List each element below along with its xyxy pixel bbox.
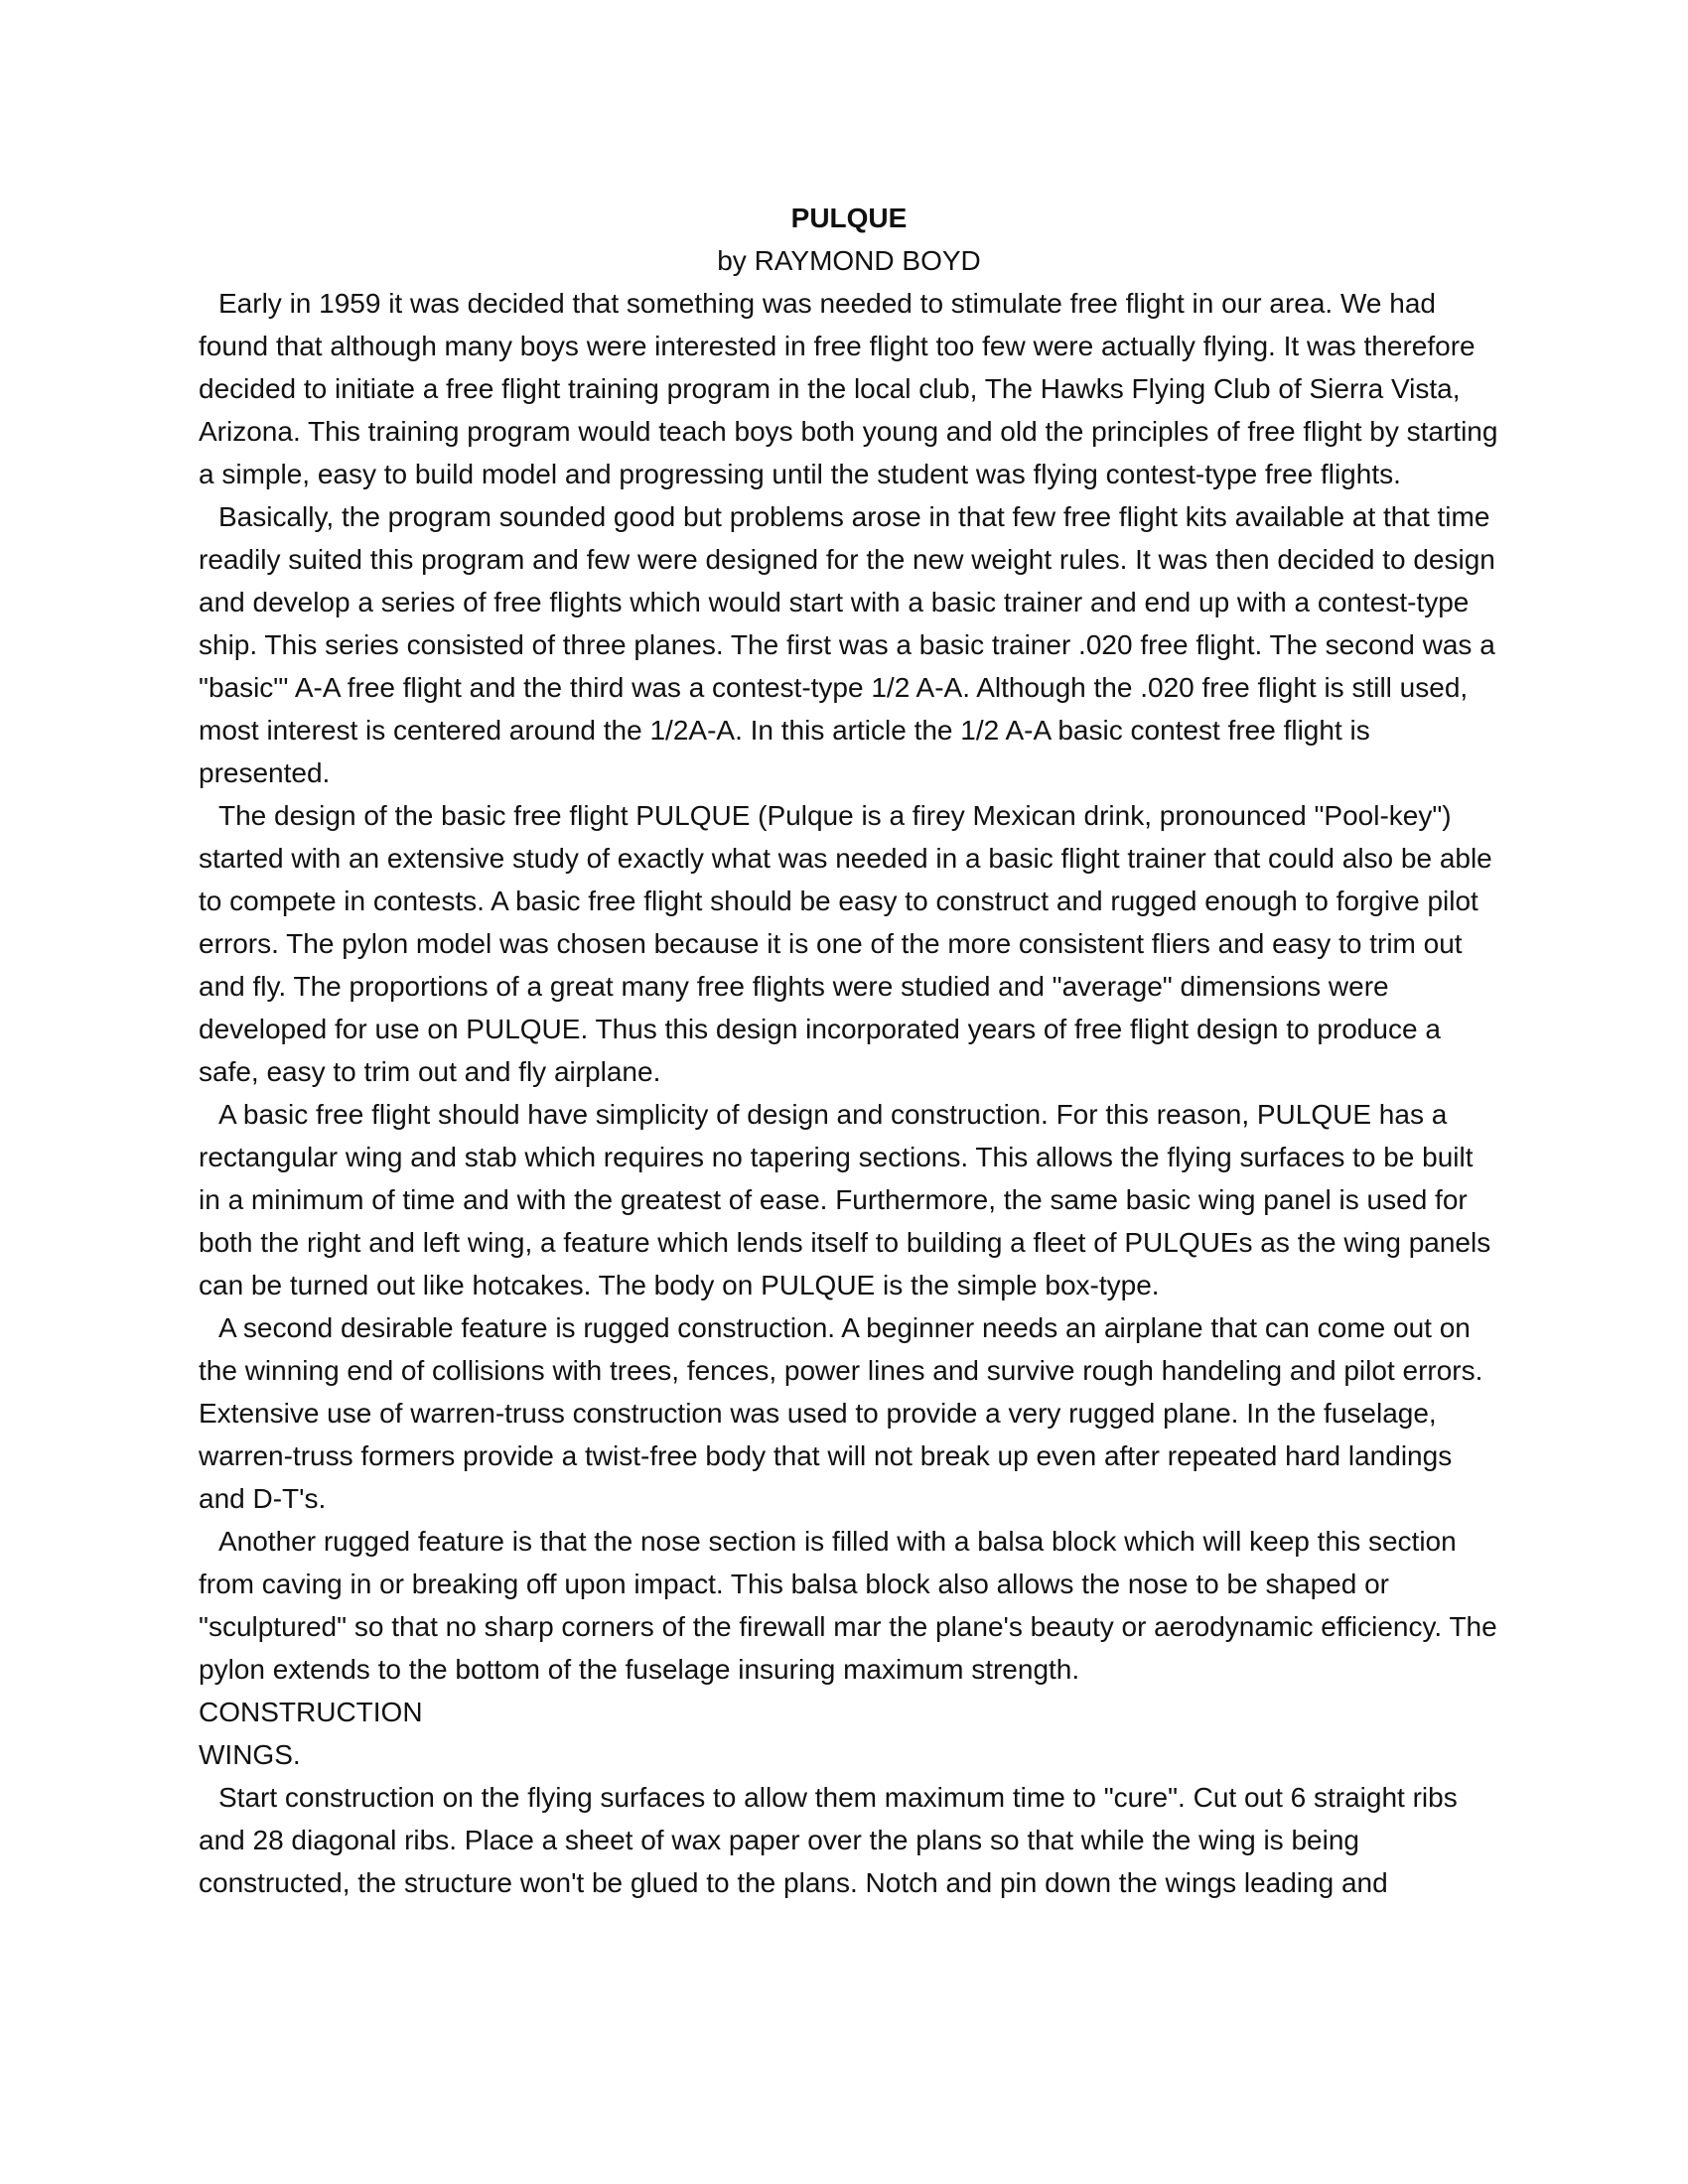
- section-heading-construction: CONSTRUCTION: [199, 1697, 423, 1727]
- article-title: PULQUE: [790, 203, 908, 233]
- article-byline: by RAYMOND BOYD: [717, 245, 981, 276]
- paragraph-intro-4: A basic free flight should have simplicity of design and construction. For this reason, PULQUE has a rectangular wing and stab which requires no tapering sections. This allows the flying surfaces to be built in a minimum of time and with the greatest of ease. Furthermore, the same basic wing panel is used for both the right and left wing, a feature which lends itself to building a fleet of PULQUEs as the wing panels can be turned out like hotcakes. The body on PULQUE is the simple box-type.: [199, 1099, 1491, 1300]
- paragraph-wings: Start construction on the flying surfaces to allow them maximum time to "cure". Cut out 6 straight ribs and 28 diagonal ribs. Place a sheet of wax paper over the plans so that while the wing is being constructed, the structure won't be glued to the plans. Notch and pin down the wings leading and: [199, 1782, 1458, 1898]
- section-heading-wings: WINGS.: [199, 1739, 301, 1770]
- paragraph-intro-3: The design of the basic free flight PULQUE (Pulque is a firey Mexican drink, pronounced "Pool-key") started with an extensive study of exactly what was needed in a basic flight trainer that could also be able to compete in contests. A basic free flight should be easy to construct and rugged enough to forgive pilot errors. The pylon model was chosen because it is one of the more consistent fliers and easy to trim out and fly. The proportions of a great many free flights were studied and "average" dimensions were developed for use on PULQUE. Thus this design incorporated years of free flight design to produce a safe, easy to trim out and fly airplane.: [199, 800, 1492, 1087]
- article-body: [199, 197, 1499, 1904]
- paragraph-intro-2: Basically, the program sounded good but problems arose in that few free flight kits available at that time readily suited this program and few were designed for the new weight rules. It was then decided to design and develop a series of free flights which would start with a basic trainer and end up with a contest-type ship. This series consisted of three planes. The first was a basic trainer .020 free flight. The second was a "basic"' A-A free flight and the third was a contest-type 1/2 A-A. Although the .020 free flight is still used, most interest is centered around the 1/2A-A. In this article the 1/2 A-A basic contest free flight is presented.: [199, 501, 1495, 788]
- paragraph-intro-5: A second desirable feature is rugged construction. A beginner needs an airplane that can come out on the winning end of collisions with trees, fences, power lines and survive rough handeling and pilot errors. Extensive use of warren-truss construction was used to provide a very rugged plane. In the fuselage, warren-truss formers provide a twist-free body that will not break up even after repeated hard landings and D-T's.: [199, 1312, 1483, 1514]
- paragraph-intro-6: Another rugged feature is that the nose section is filled with a balsa block which will keep this section from caving in or breaking off upon impact. This balsa block also allows the nose to be shaped or "sculptured" so that no sharp corners of the firewall mar the plane's beauty or aerodynamic efficiency. The pylon extends to the bottom of the fuselage insuring maximum strength.: [199, 1526, 1497, 1685]
- paragraph-intro-1: Early in 1959 it was decided that something was needed to stimulate free flight in our area. We had found that although many boys were interested in free flight too few were actually flying. It was therefore decided to initiate a free flight training program in the local club, The Hawks Flying Club of Sierra Vista, Arizona. This training program would teach boys both young and old the principles of free flight by starting a simple, easy to build model and progressing until the student was flying contest-type free flights.: [199, 288, 1498, 489]
